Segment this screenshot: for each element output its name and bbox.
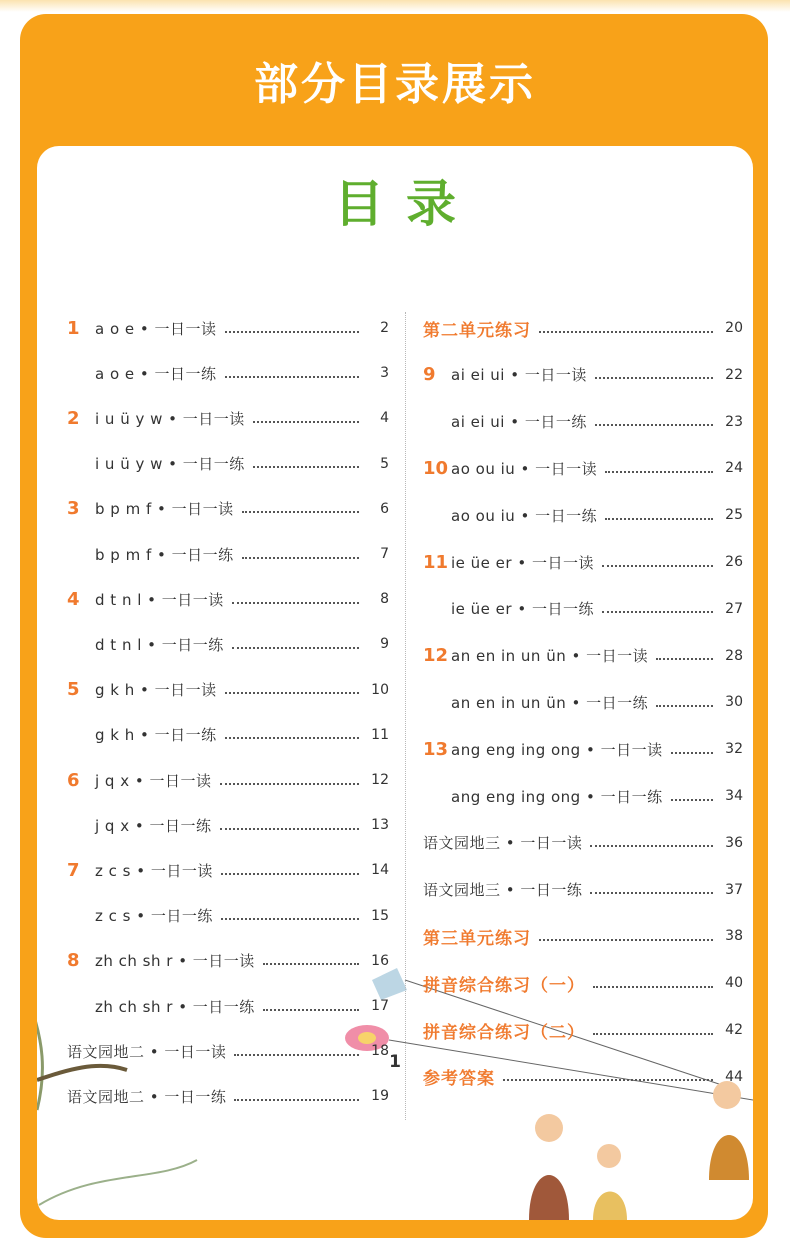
toc-entry[interactable] <box>423 831 743 855</box>
toc-entry[interactable] <box>423 410 743 434</box>
toc-entry-label: an en in un ün • 一日一练 <box>451 693 649 712</box>
leader-dots <box>253 420 359 423</box>
toc-entry-page: 34 <box>725 788 743 804</box>
toc-entry-label: a o e • 一日一读 <box>95 319 217 338</box>
toc-entry-page: 30 <box>725 694 743 711</box>
toc-entry[interactable] <box>423 878 743 902</box>
toc-entry-label: d t n l • 一日一读 <box>95 590 224 609</box>
toc-entry-label: b p m f • 一日一练 <box>95 545 234 564</box>
toc-entry-label: ie üe er • 一日一练 <box>451 600 594 619</box>
toc-entry-page: 15 <box>371 907 389 924</box>
toc-entry[interactable] <box>67 497 389 521</box>
toc-entry[interactable] <box>67 361 389 385</box>
toc-entry-label: z c s • 一日一练 <box>95 907 213 926</box>
toc-entry-page: 5 <box>380 455 389 472</box>
toc-entry-label: 参考答案 <box>423 1069 495 1090</box>
leader-dots <box>539 330 713 333</box>
toc-entry-page: 17 <box>371 998 389 1014</box>
toc-entry-page: 20 <box>725 320 743 336</box>
toc-entry[interactable] <box>423 1018 743 1042</box>
toc-entry[interactable] <box>423 550 743 574</box>
toc-entry-number: 11 <box>423 551 449 573</box>
toc-entry[interactable] <box>67 452 389 476</box>
toc-entry-page: 32 <box>725 741 743 758</box>
toc-entry-label: 第三单元练习 <box>423 928 531 949</box>
leader-dots <box>242 556 359 559</box>
toc-entry-label: an en in un ün • 一日一读 <box>451 647 649 666</box>
toc-entry-number: 6 <box>67 769 80 791</box>
toc-entry-label: ai ei ui • 一日一读 <box>451 366 587 385</box>
toc-entry-page: 44 <box>725 1068 743 1085</box>
toc-entry-page: 25 <box>725 507 743 524</box>
toc-entry[interactable] <box>423 971 743 995</box>
leader-dots <box>225 375 359 378</box>
toc-entry[interactable] <box>423 597 743 621</box>
toc-entry-label: ao ou iu • 一日一读 <box>451 459 598 478</box>
toc-entry-page: 23 <box>725 413 743 430</box>
toc-entry-page: 19 <box>371 1088 389 1105</box>
toc-entry-label: 拼音综合练习（二） <box>423 1022 585 1043</box>
toc-entry[interactable] <box>67 542 389 566</box>
toc-entry-label: 语文园地三 • 一日一读 <box>423 834 583 853</box>
leader-dots <box>539 938 713 941</box>
toc-entry-label: 第二单元练习 <box>423 320 531 341</box>
leader-dots <box>221 872 359 875</box>
toc-entry[interactable] <box>67 994 389 1018</box>
leader-dots <box>220 782 360 785</box>
toc-entry[interactable] <box>423 690 743 714</box>
toc-entry-number: 10 <box>423 457 449 479</box>
toc-entry-number: 7 <box>67 859 80 881</box>
toc-entry[interactable] <box>423 644 743 668</box>
toc-entry-page: 40 <box>725 975 743 992</box>
banner-title: 部分目录展示 <box>254 59 536 110</box>
toc-entry-number: 1 <box>67 317 80 339</box>
toc-entry-label: g k h • 一日一练 <box>95 726 217 745</box>
toc-entry-label: ang eng ing ong • 一日一读 <box>451 740 663 759</box>
toc-entry-label: b p m f • 一日一读 <box>95 500 234 519</box>
toc-entry-page: 26 <box>725 554 743 570</box>
toc-entry-page: 7 <box>380 546 389 562</box>
toc-entry[interactable] <box>67 723 389 747</box>
toc-entry-page: 10 <box>371 681 389 698</box>
page-title: 目录 <box>334 175 478 233</box>
toc-entry-page: 16 <box>371 952 389 969</box>
toc-entry[interactable] <box>67 949 389 973</box>
leader-dots <box>605 470 713 473</box>
toc-entry-page: 22 <box>725 366 743 383</box>
toc-entry-label: 语文园地二 • 一日一读 <box>67 1042 227 1061</box>
column-divider <box>405 312 406 1120</box>
toc-entry-number: 8 <box>67 950 80 972</box>
leader-dots <box>225 736 359 739</box>
toc-entry-page: 27 <box>725 600 743 617</box>
toc-entry[interactable] <box>67 678 389 702</box>
page-number: 1 <box>389 1052 401 1072</box>
toc-entry-page: 6 <box>380 500 389 517</box>
toc-entry-number: 2 <box>67 407 80 429</box>
toc-entry[interactable] <box>67 632 389 656</box>
toc-entry-label: g k h • 一日一读 <box>95 681 217 700</box>
toc-entry-label: a o e • 一日一练 <box>95 364 217 383</box>
toc-entry[interactable] <box>423 784 743 808</box>
toc-entry[interactable] <box>67 587 389 611</box>
leader-dots <box>232 646 359 649</box>
leader-dots <box>602 564 713 567</box>
leader-dots <box>595 376 713 379</box>
leader-dots <box>225 691 359 694</box>
toc-entry[interactable] <box>423 503 743 527</box>
toc-entry-label: i u ü y w • 一日一读 <box>95 409 245 428</box>
toc-entry-label: ie üe er • 一日一读 <box>451 553 594 572</box>
toc-entry-label: d t n l • 一日一练 <box>95 635 224 654</box>
toc-entry[interactable] <box>423 316 743 340</box>
toc-entry-page: 24 <box>725 460 743 477</box>
toc-entry-number: 4 <box>67 588 80 610</box>
toc-entry-page: 11 <box>371 726 389 743</box>
toc-entry[interactable] <box>67 768 389 792</box>
leader-dots <box>253 465 359 468</box>
toc-entry-page: 8 <box>380 591 389 608</box>
toc-entry-page: 37 <box>725 881 743 898</box>
leader-dots <box>263 962 359 965</box>
toc-entry-label: z c s • 一日一读 <box>95 861 213 880</box>
toc-entry-label: j q x • 一日一读 <box>95 771 212 790</box>
leader-dots <box>225 330 359 333</box>
toc-entry-page: 13 <box>371 817 389 834</box>
toc-entry-number: 13 <box>423 738 449 760</box>
toc-entry-page: 28 <box>725 647 743 664</box>
leader-dots <box>590 844 713 847</box>
toc-entry-label: 语文园地三 • 一日一练 <box>423 881 583 900</box>
toc-entry-page: 42 <box>725 1022 743 1038</box>
leader-dots <box>656 657 713 660</box>
leader-dots <box>593 985 713 988</box>
leader-dots <box>671 798 713 801</box>
toc-entry[interactable] <box>67 1084 389 1108</box>
toc-entry-label: zh ch sh r • 一日一练 <box>95 997 255 1016</box>
toc-entry-page: 36 <box>725 834 743 851</box>
toc-entry[interactable] <box>67 904 389 928</box>
toc-entry-label: 语文园地二 • 一日一练 <box>67 1087 227 1106</box>
toc-entry[interactable] <box>67 813 389 837</box>
toc-entry-page: 4 <box>380 410 389 427</box>
leader-dots <box>602 610 713 613</box>
toc-entry-number: 5 <box>67 679 80 701</box>
toc-entry[interactable] <box>67 406 389 430</box>
leader-dots <box>220 827 360 830</box>
toc-entry-page: 3 <box>380 365 389 382</box>
toc-entry-number: 3 <box>67 498 80 520</box>
toc-entry-page: 9 <box>380 636 389 653</box>
toc-entry[interactable] <box>423 737 743 761</box>
leader-dots <box>656 704 713 707</box>
leader-dots <box>503 1078 713 1081</box>
leader-dots <box>242 510 359 513</box>
leader-dots <box>234 1098 359 1101</box>
leader-dots <box>263 1008 359 1011</box>
toc-entry-label: i u ü y w • 一日一练 <box>95 455 245 474</box>
leader-dots <box>590 891 713 894</box>
toc-entry-label: ai ei ui • 一日一练 <box>451 413 587 432</box>
toc-entry[interactable] <box>423 456 743 480</box>
toc-entry-label: ao ou iu • 一日一练 <box>451 506 598 525</box>
leader-dots <box>595 423 713 426</box>
toc-entry[interactable] <box>423 924 743 948</box>
toc-entry-page: 14 <box>371 862 389 879</box>
top-strip <box>0 0 790 12</box>
toc-entry-number: 9 <box>423 364 436 386</box>
toc-entry-page: 38 <box>725 928 743 945</box>
leader-dots <box>232 601 359 604</box>
toc-entry-page: 18 <box>371 1043 389 1060</box>
toc-entry[interactable] <box>67 316 389 340</box>
leader-dots <box>593 1032 713 1035</box>
toc-entry[interactable] <box>423 363 743 387</box>
leader-dots <box>221 917 359 920</box>
toc-entry-page: 2 <box>380 320 389 336</box>
leader-dots <box>671 751 713 754</box>
toc-entry-page: 12 <box>371 772 389 788</box>
toc-entry-label: 拼音综合练习（一） <box>423 975 585 996</box>
toc-entry-label: j q x • 一日一练 <box>95 816 212 835</box>
toc-entry-label: ang eng ing ong • 一日一练 <box>451 787 663 806</box>
leader-dots <box>605 517 713 520</box>
toc-entry-number: 12 <box>423 645 449 667</box>
toc-entry[interactable] <box>67 858 389 882</box>
toc-entry-label: zh ch sh r • 一日一读 <box>95 952 255 971</box>
